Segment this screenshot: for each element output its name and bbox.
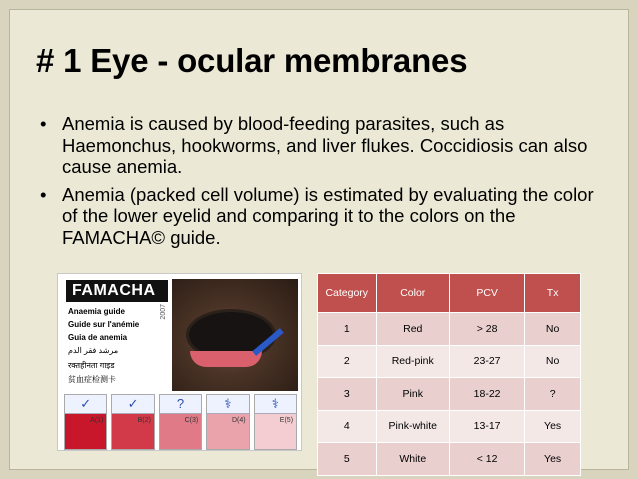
table-cell: < 12: [449, 443, 524, 476]
table-cell: 1: [318, 313, 377, 346]
table-row: [318, 313, 581, 346]
bullet-dot: •: [40, 183, 47, 205]
table-cell: No: [525, 345, 581, 378]
swatch-symbol: ?: [160, 395, 201, 414]
card-year: 2007: [160, 304, 167, 320]
table-cell: 3: [318, 378, 377, 411]
swatch-label: E(5): [279, 417, 294, 424]
bullet-text: Anemia (packed cell volume) is estimated by evaluating the color of the lower eyelid and comparing it to the colors on the FAMACHA© guide.: [62, 183, 594, 248]
card-line: مرشد فقر الدم: [68, 346, 119, 355]
swatch: [111, 394, 154, 450]
famacha-logo: FAMACHA: [66, 280, 168, 302]
swatch-label: B(2): [137, 417, 151, 424]
famacha-card-image: [57, 273, 302, 451]
table-cell: Pink-white: [376, 410, 449, 443]
swatch-symbol: ✓: [112, 395, 153, 414]
bullet-text: Anemia is caused by blood-feeding parasites, such as Haemonchus, hookworms, and liver flukes. Coccidiosis can also cause anemia.: [62, 113, 588, 177]
table-cell: Red-pink: [376, 345, 449, 378]
eye-photo: [172, 279, 298, 391]
swatch-label: D(4): [232, 417, 246, 424]
swatch-symbol: ✓: [65, 395, 106, 414]
swatch: [206, 394, 249, 450]
table-row: [318, 410, 581, 443]
swatch: [254, 394, 297, 450]
lower-eyelid: [190, 351, 262, 367]
column-header: Category: [318, 274, 377, 313]
column-header: PCV: [449, 274, 524, 313]
bullet-dot: •: [40, 113, 47, 134]
table-row: [318, 345, 581, 378]
table-header-row: [318, 274, 581, 313]
bullet-list: [40, 113, 600, 254]
famacha-table: [317, 273, 581, 476]
column-header: Tx: [525, 274, 581, 313]
color-swatches: [64, 394, 297, 450]
table-row: [318, 378, 581, 411]
swatch-label: A(1): [90, 417, 104, 424]
swatch-symbol: ⚕: [207, 395, 248, 414]
card-line: 贫血症检测卡: [68, 375, 116, 384]
card-line: Guide sur l'anémie: [68, 320, 140, 329]
table-row: [318, 443, 581, 476]
table-cell: 13-17: [449, 410, 524, 443]
bullet-item: [40, 113, 600, 178]
table-cell: 2: [318, 345, 377, 378]
table-cell: > 28: [449, 313, 524, 346]
table-cell: ?: [525, 378, 581, 411]
bullet-item: [40, 184, 600, 249]
column-header: Color: [376, 274, 449, 313]
table-cell: 18-22: [449, 378, 524, 411]
table-cell: Yes: [525, 443, 581, 476]
table-cell: No: [525, 313, 581, 346]
swatch: [159, 394, 202, 450]
swatch-label: C(3): [184, 417, 199, 424]
table-cell: White: [376, 443, 449, 476]
slide-title: # 1 Eye - ocular membranes: [36, 42, 468, 79]
table-cell: 4: [318, 410, 377, 443]
table-cell: 23-27: [449, 345, 524, 378]
table-cell: Pink: [376, 378, 449, 411]
table-cell: Red: [376, 313, 449, 346]
table-cell: 5: [318, 443, 377, 476]
swatch: [64, 394, 107, 450]
card-line: Anaemia guide: [68, 307, 125, 316]
swatch-symbol: ⚕: [255, 395, 296, 414]
table-cell: Yes: [525, 410, 581, 443]
card-line: रक्तहीनता गाइड: [68, 361, 115, 370]
card-line: Guia de anemia: [68, 333, 128, 342]
